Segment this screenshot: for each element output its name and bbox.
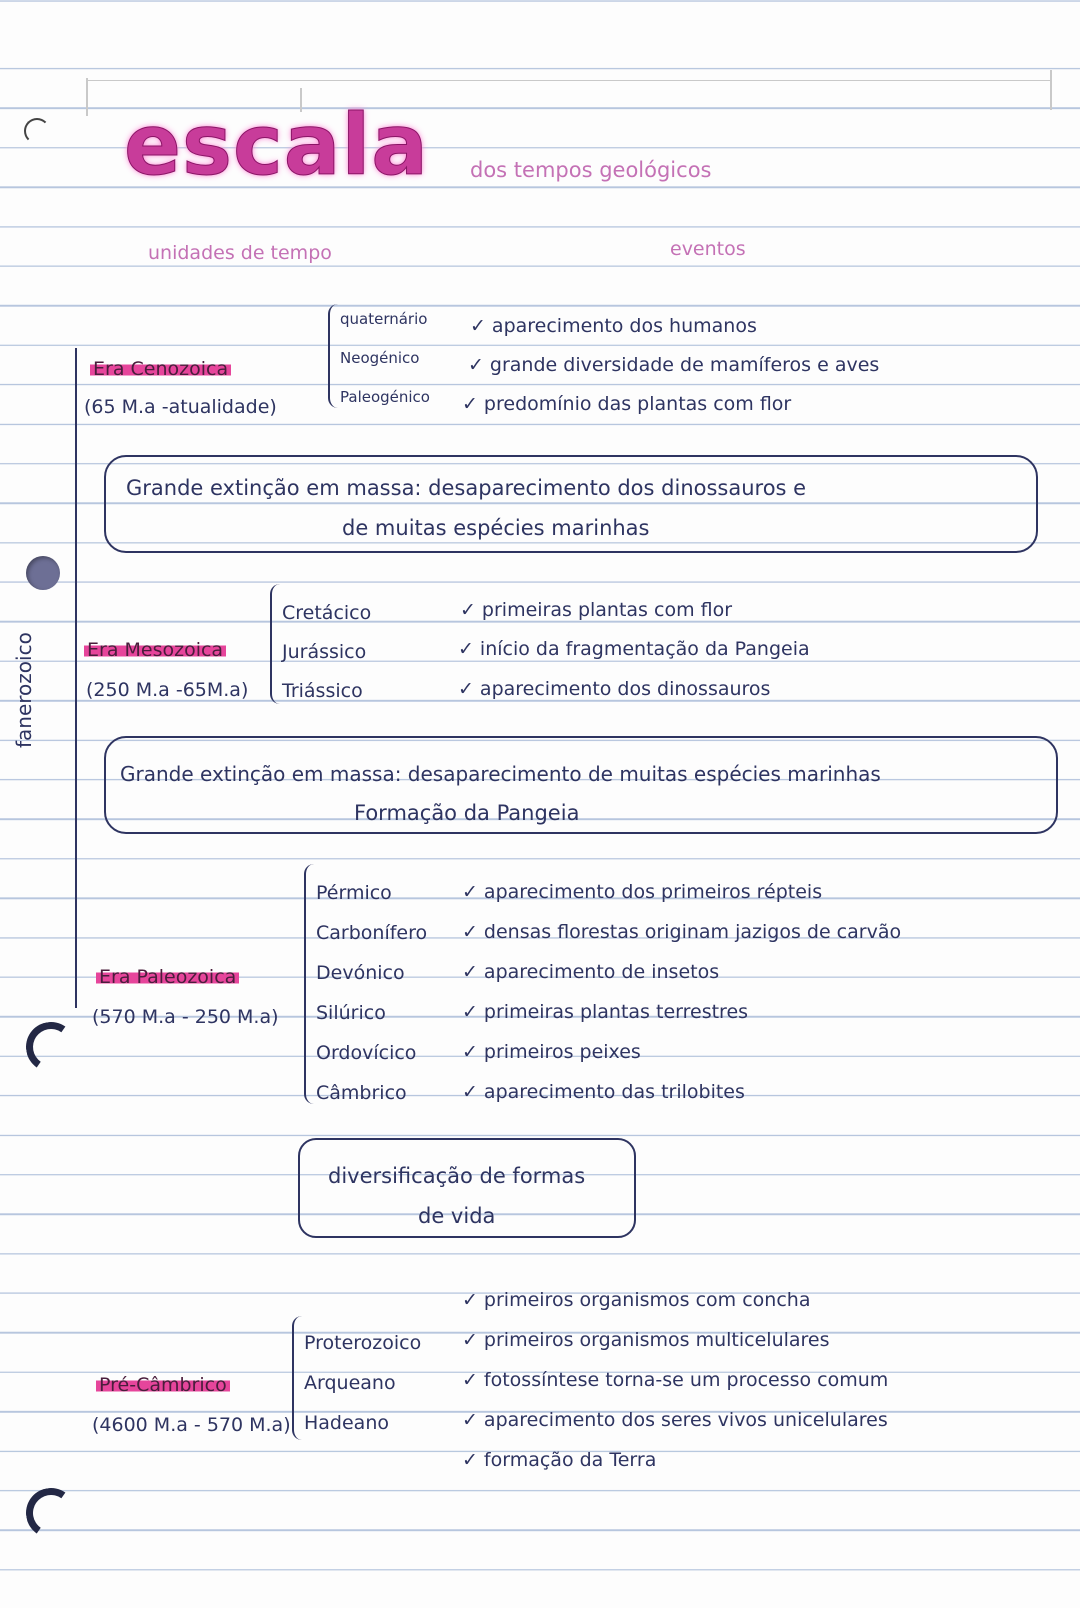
era-range: (4600 M.a - 570 M.a)	[92, 1414, 291, 1436]
era-range: (250 M.a -65M.a)	[86, 679, 249, 701]
period-label: Cretácico	[282, 602, 372, 624]
header-margin-line	[86, 78, 88, 116]
event-item: ✓ aparecimento dos dinossauros	[458, 678, 771, 700]
ring-hole-icon	[26, 556, 60, 590]
era-range: (65 M.a -atualidade)	[84, 396, 277, 418]
extinction-box-text: Formação da Pangeia	[354, 801, 580, 825]
event-item: ✓ densas florestas originam jazigos de carvão	[462, 921, 902, 943]
period-label: Carbonífero	[316, 922, 428, 944]
period-brace	[292, 1316, 302, 1440]
page-title: escala	[124, 96, 429, 194]
check-icon: ✓	[462, 1369, 478, 1391]
extinction-box-text: de muitas espécies marinhas	[342, 516, 650, 540]
period-brace	[270, 584, 280, 704]
event-item: ✓ predomínio das plantas com flor	[462, 393, 792, 415]
period-label: quaternário	[340, 310, 428, 328]
period-label: Devónico	[316, 962, 405, 984]
column-heading-units: unidades de tempo	[148, 242, 332, 264]
period-label: Pérmico	[316, 882, 392, 904]
period-label: Arqueano	[304, 1372, 396, 1394]
event-item: ✓ aparecimento dos humanos	[470, 315, 757, 337]
check-icon: ✓	[458, 638, 474, 660]
check-icon: ✓	[460, 599, 476, 621]
check-icon: ✓	[462, 393, 478, 415]
column-heading-events: eventos	[670, 238, 746, 260]
ring-hole-icon	[22, 1484, 80, 1542]
period-label: Neogénico	[340, 349, 420, 367]
period-brace	[328, 304, 338, 408]
period-label: Silúrico	[316, 1002, 386, 1024]
extinction-box-text: Grande extinção em massa: desaparecimento dos dinossauros e	[126, 476, 807, 500]
check-icon: ✓	[462, 881, 478, 903]
header-rule	[86, 80, 1052, 81]
era-name: Pré-Câmbrico	[96, 1376, 230, 1395]
check-icon: ✓	[462, 1289, 478, 1311]
event-item: ✓ primeiras plantas terrestres	[462, 1001, 749, 1023]
ring-hole-icon	[22, 1018, 80, 1076]
header-margin-line	[1050, 70, 1052, 110]
diversification-box-text: de vida	[418, 1204, 496, 1228]
event-item: ✓ primeiras plantas com flor	[460, 599, 733, 621]
fanerozoico-bracket	[75, 348, 77, 1008]
era-name: Era Cenozoica	[90, 360, 231, 379]
period-label: Proterozoico	[304, 1332, 422, 1354]
check-icon: ✓	[462, 1041, 478, 1063]
event-item: ✓ aparecimento dos seres vivos unicelulares	[462, 1409, 888, 1431]
event-item: ✓ primeiros organismos com concha	[462, 1289, 811, 1311]
extinction-box-text: Grande extinção em massa: desaparecimento de muitas espécies marinhas	[120, 762, 881, 786]
event-item: ✓ aparecimento das trilobites	[462, 1081, 745, 1103]
ring-hole-icon	[24, 118, 50, 144]
check-icon: ✓	[458, 678, 474, 700]
check-icon: ✓	[462, 1329, 478, 1351]
check-icon: ✓	[468, 354, 484, 376]
check-icon: ✓	[462, 1409, 478, 1431]
check-icon: ✓	[462, 1081, 478, 1103]
page-subtitle: dos tempos geológicos	[470, 158, 712, 182]
era-name: Era Paleozoica	[96, 968, 239, 987]
fanerozoico-label: fanerozoico	[12, 632, 36, 748]
period-label: Jurássico	[282, 641, 367, 663]
event-item: ✓ aparecimento dos primeiros répteis	[462, 881, 823, 903]
check-icon: ✓	[462, 1449, 478, 1471]
period-brace	[304, 864, 314, 1104]
event-item: ✓ aparecimento de insetos	[462, 961, 720, 983]
check-icon: ✓	[462, 1001, 478, 1023]
diversification-box-text: diversificação de formas	[328, 1164, 586, 1188]
check-icon: ✓	[462, 921, 478, 943]
event-item: ✓ fotossíntese torna-se um processo comum	[462, 1369, 889, 1391]
period-label: Triássico	[282, 680, 363, 702]
period-label: Câmbrico	[316, 1082, 407, 1104]
check-icon: ✓	[470, 315, 486, 337]
period-label: Hadeano	[304, 1412, 389, 1434]
period-label: Paleogénico	[340, 388, 430, 406]
era-range: (570 M.a - 250 M.a)	[92, 1006, 279, 1028]
event-item: ✓ primeiros peixes	[462, 1041, 641, 1063]
check-icon: ✓	[462, 961, 478, 983]
event-item: ✓ grande diversidade de mamíferos e aves	[468, 354, 880, 376]
event-item: ✓ primeiros organismos multicelulares	[462, 1329, 830, 1351]
event-item: ✓ início da fragmentação da Pangeia	[458, 638, 810, 660]
event-item: ✓ formação da Terra	[462, 1449, 657, 1471]
era-name: Era Mesozoica	[84, 641, 226, 660]
period-label: Ordovícico	[316, 1042, 417, 1064]
